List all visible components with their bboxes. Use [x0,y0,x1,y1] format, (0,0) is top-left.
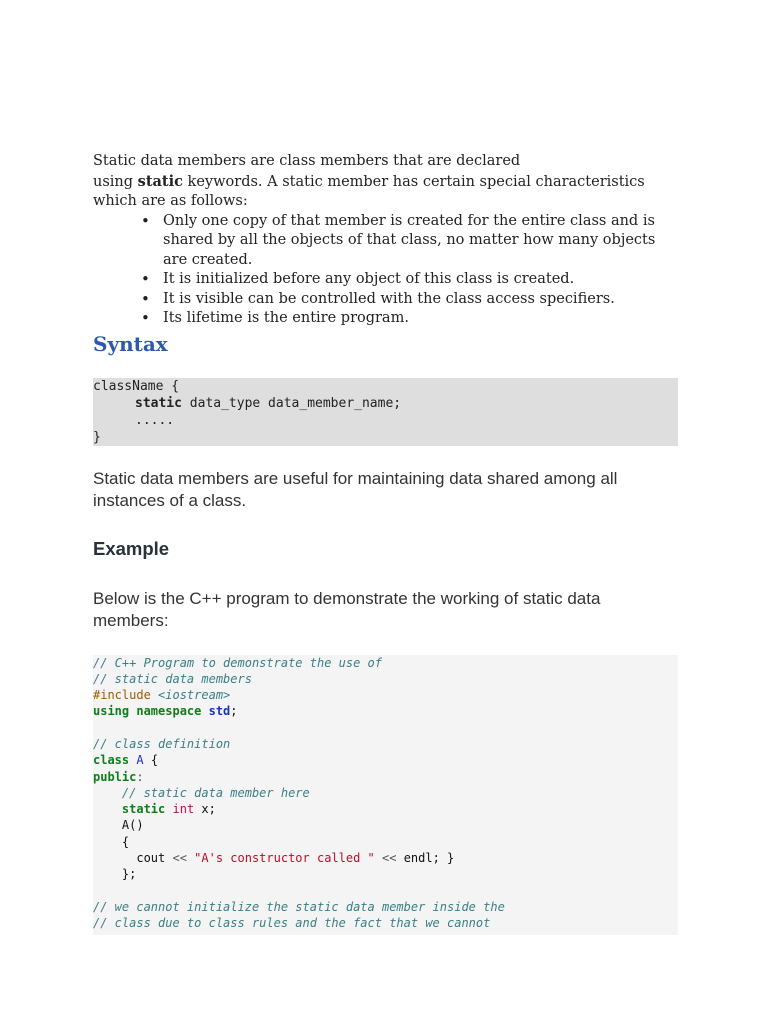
intro-prefix: using [93,173,138,190]
code-text: cout [136,851,173,866]
code-namespace: std [208,704,231,719]
example-code-block [93,655,678,935]
syntax-heading: Syntax [93,331,168,356]
syntax-line: ..... [135,412,175,428]
list-item: • Only one copy of that member is created for the entire class and is shared by all the objects of that class, no matter how many objects are created. [163,212,678,271]
syntax-line: data_type data_member_name; [181,395,402,411]
code-text: A() [121,818,144,833]
article [93,152,678,935]
code-operator: << [374,851,397,866]
syntax-line: } [93,429,101,445]
code-text: x; [194,802,216,817]
code-text: ; [230,704,238,719]
syntax-code-block [93,378,678,446]
syntax-line: className { [93,378,180,394]
list-item: • It is visible can be controlled with the class access specifiers. [163,290,678,310]
list-item: • Its lifetime is the entire program. [163,309,678,329]
code-text: { [143,753,159,768]
code-operator: << [172,851,187,866]
code-text: endl; } [396,851,455,866]
code-keyword: class [93,753,130,768]
paragraph-shared-data: Static data members are useful for maintaining data shared among all instances of a class. [93,468,618,510]
syntax-static-keyword: static [135,395,182,411]
code-class-name: A [136,753,144,768]
code-text: { [121,834,130,849]
code-comment: // class due to class rules and the fact that we cannot [93,916,491,931]
code-text: : [136,769,144,784]
intro-line1: Static data members are class members that are declared [93,153,521,169]
static-keyword: static [137,172,183,190]
list-item: • It is initialized before any object of this class is created. [163,270,678,290]
code-include: #include [93,688,151,703]
code-include-file: <iostream> [150,688,231,703]
intro-suffix: keywords. A static member has certain special characteristics which are as follows: [93,173,645,209]
code-keyword: using namespace [93,704,202,719]
code-comment: // class definition [93,736,231,751]
code-keyword: public [93,769,137,784]
intro-paragraph [93,152,678,212]
example-heading: Example [93,537,170,559]
code-type: int [172,802,195,817]
code-comment: // static data member here [121,785,310,800]
code-comment: // C++ Program to demonstrate the use of [93,655,382,670]
paragraph-program-intro: Below is the C++ program to demonstrate the working of static data members: [93,588,601,630]
code-text: }; [121,867,137,882]
code-comment: // we cannot initialize the static data member inside the [93,899,505,914]
code-string: "A's constructor called " [186,851,375,866]
characteristics-list [93,212,678,329]
code-comment: // static data members [93,671,252,686]
code-keyword: static [121,802,166,817]
